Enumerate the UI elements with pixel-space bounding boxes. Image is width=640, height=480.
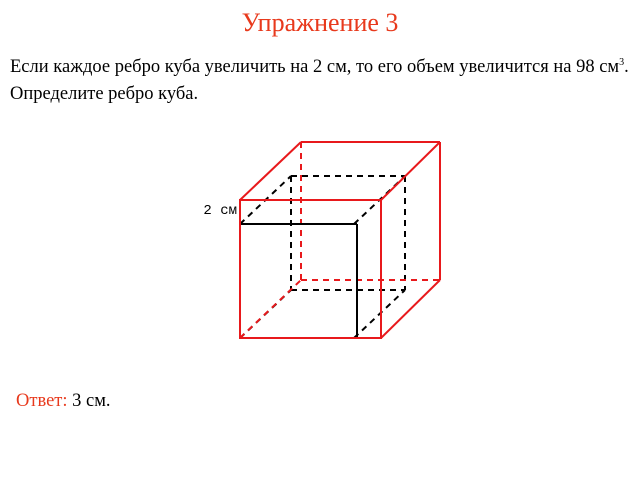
problem-text-end: . Определите ребро куба.: [10, 57, 629, 104]
answer-label: Ответ:: [16, 391, 68, 411]
answer: [16, 391, 111, 412]
problem-superscript: 3: [619, 56, 625, 68]
problem-text: Если каждое ребро куба увеличить на 2 см, то его объем увеличится на 98 см: [10, 57, 620, 77]
answer-value: 3 см.: [72, 391, 111, 411]
edge-increase-label: 2 см: [203, 203, 237, 219]
exercise-title: Упражнение 3: [241, 8, 399, 37]
outer-cube-visible-edges: [240, 142, 440, 338]
